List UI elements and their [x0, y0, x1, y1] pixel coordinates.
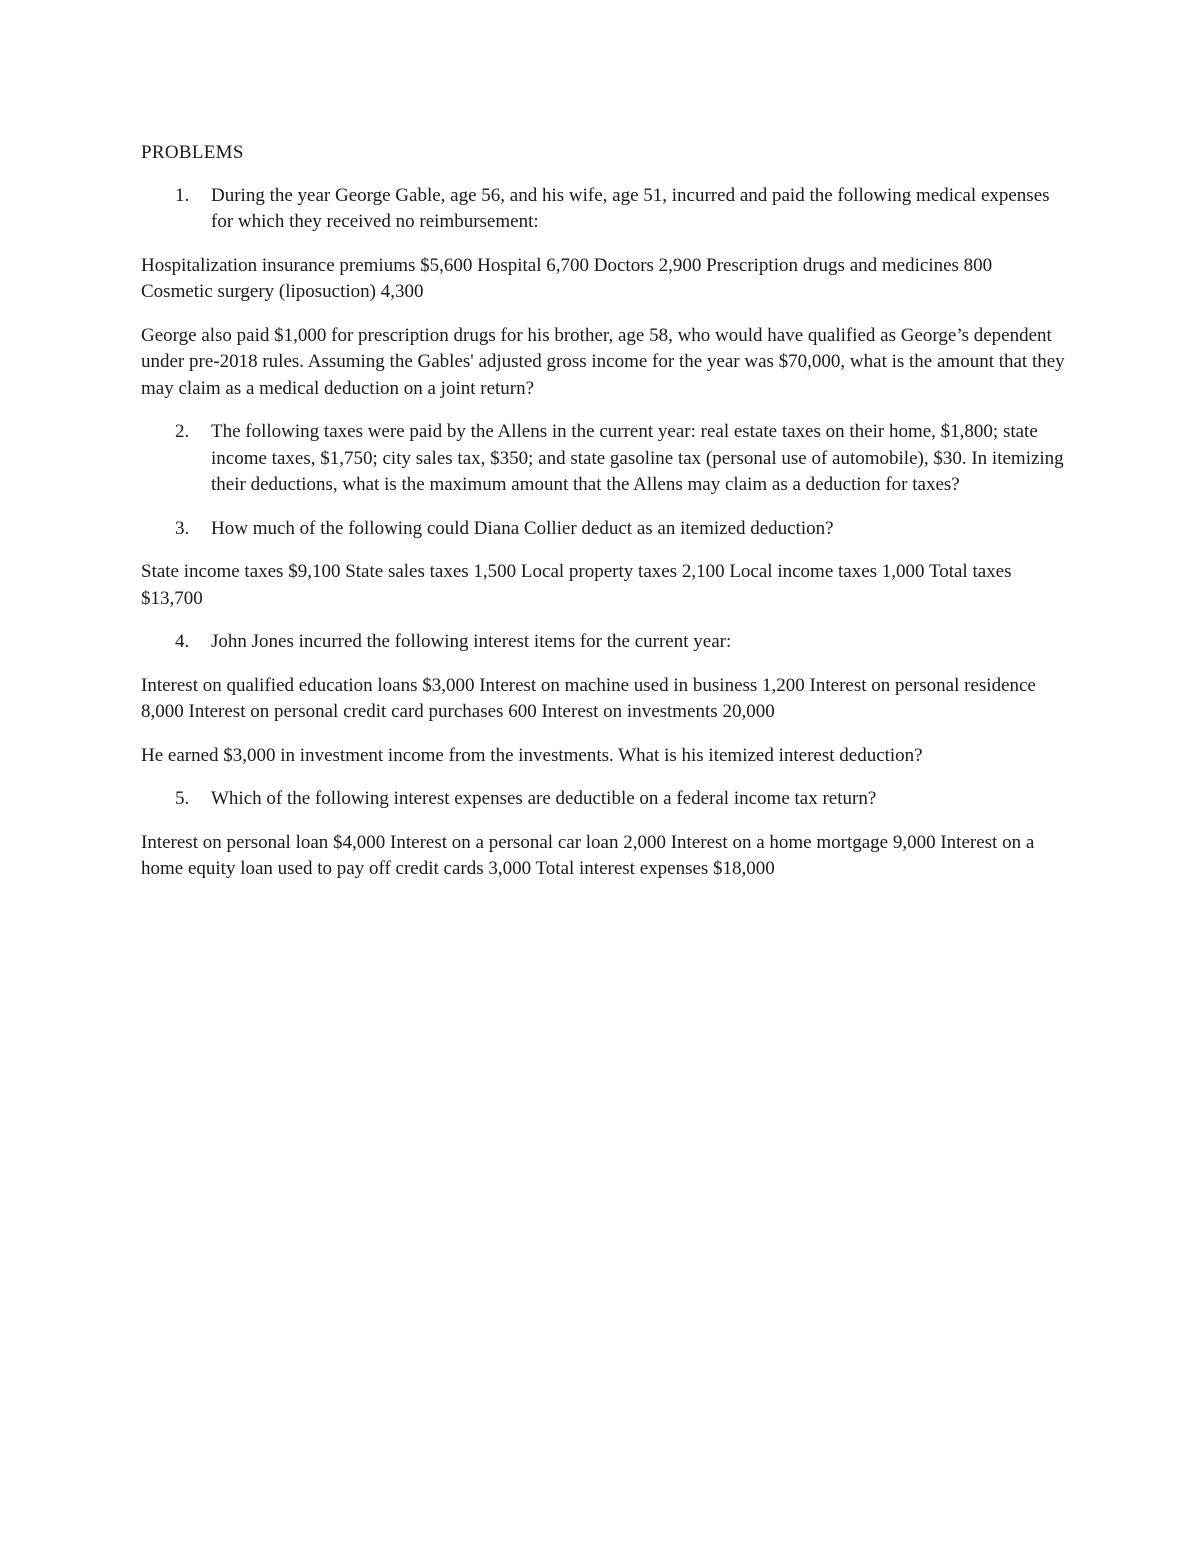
problem-1-expense-list: Hospitalization insurance premiums $5,600 Hospital 6,700 Doctors 2,900 Prescription drugs and medicines 800 Cosmetic surgery (liposuction) 4,300 — [141, 254, 993, 302]
problem-number: 5. — [175, 788, 190, 809]
problem-text: How much of the following could Diana Collier deduct as an itemized deduction? — [211, 517, 834, 539]
problem-4-interest-list: Interest on qualified education loans $3,000 Interest on machine used in business 1,200 Interest on personal residence 8,000 Interest on personal credit card purchases 600 Interest on investments 20,000 — [141, 674, 1036, 722]
problem-1-question: George also paid $1,000 for prescription drugs for his brother, age 58, who would have qualified as George’s dependent under pre-2018 rules. Assuming the Gables' adjusted gross income for the year was $70,000, what is the amount that they may claim as a medical deduction on a joint return? — [141, 324, 1065, 399]
problem-text: The following taxes were paid by the Allens in the current year: real estate taxes on their home, $1,800; state income taxes, $1,750; city sales tax, $350; and state gasoline tax (personal use of automobile), $30. In itemizing their deductions, what is the maximum amount that the Allens may claim as a deduction for taxes? — [211, 421, 1064, 495]
problem-text: John Jones incurred the following interest items for the current year: — [211, 631, 732, 652]
section-heading: PROBLEMS — [141, 142, 244, 163]
problem-1 — [141, 183, 1066, 236]
problem-number: 3. — [175, 517, 190, 539]
problem-number: 2. — [175, 421, 190, 442]
problem-4 — [141, 629, 1066, 656]
problem-text: During the year George Gable, age 56, and his wife, age 51, incurred and paid the following medical expenses for which they received no reimbursement: — [211, 184, 1050, 232]
problem-3 — [141, 516, 1066, 543]
problem-5 — [141, 786, 1066, 813]
problem-4-question: He earned $3,000 in investment income from the investments. What is his itemized interest deduction? — [141, 744, 923, 766]
problem-text: Which of the following interest expenses are deductible on a federal income tax return? — [211, 788, 877, 809]
problem-2 — [141, 419, 1066, 499]
problem-5-interest-list: Interest on personal loan $4,000 Interest on a personal car loan 2,000 Interest on a home mortgage 9,000 Interest on a home equity loan used to pay off credit cards 3,000 Total interest expenses $18,000 — [141, 831, 1035, 879]
document-page — [141, 140, 1066, 900]
problem-number: 4. — [175, 631, 190, 652]
problem-number: 1. — [175, 184, 190, 206]
problem-3-tax-list: State income taxes $9,100 State sales taxes 1,500 Local property taxes 2,100 Local income taxes 1,000 Total taxes $13,700 — [141, 561, 1012, 609]
